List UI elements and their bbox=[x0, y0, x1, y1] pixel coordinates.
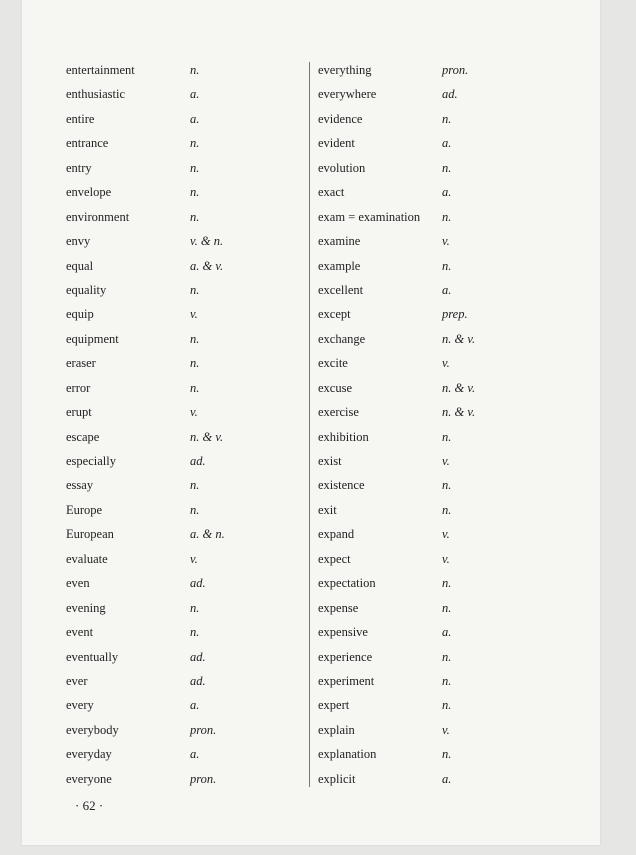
part-of-speech: n. bbox=[442, 429, 452, 444]
word-text: entrance bbox=[66, 136, 109, 151]
word-text: example bbox=[318, 258, 361, 273]
part-of-speech: a. bbox=[442, 771, 452, 786]
word-text: entire bbox=[66, 111, 95, 126]
word-text: exist bbox=[318, 454, 342, 468]
word-text: evolution bbox=[318, 160, 366, 175]
part-of-speech: n. bbox=[442, 258, 452, 273]
part-of-speech: n. bbox=[442, 576, 452, 591]
part-of-speech: n. bbox=[190, 160, 200, 175]
word-text: erupt bbox=[66, 405, 92, 420]
part-of-speech: pron. bbox=[442, 63, 469, 77]
word-text: exercise bbox=[318, 405, 359, 420]
word-text: expense bbox=[318, 600, 359, 615]
part-of-speech: n. & v. bbox=[442, 380, 476, 395]
part-of-speech: a. bbox=[190, 111, 200, 126]
word-text: every bbox=[66, 698, 94, 713]
part-of-speech: n. bbox=[442, 747, 452, 762]
word-text: except bbox=[318, 307, 351, 322]
part-of-speech: n. bbox=[190, 185, 200, 200]
word-text: expensive bbox=[318, 625, 368, 640]
part-of-speech: n. bbox=[442, 649, 452, 664]
word-text: excellent bbox=[318, 282, 364, 297]
word-text: evidence bbox=[318, 111, 363, 126]
part-of-speech: v. bbox=[442, 234, 450, 249]
word-text: exit bbox=[318, 502, 337, 517]
part-of-speech: a. bbox=[190, 747, 200, 762]
part-of-speech: v. bbox=[442, 527, 450, 542]
word-text: envelope bbox=[66, 185, 112, 200]
part-of-speech: a. bbox=[442, 625, 452, 640]
word-text: entry bbox=[66, 160, 92, 175]
word-text: evaluate bbox=[66, 551, 108, 566]
part-of-speech: n. bbox=[442, 111, 452, 126]
word-text: exam = examination bbox=[318, 209, 421, 224]
word-text: existence bbox=[318, 478, 365, 493]
part-of-speech: n. bbox=[442, 478, 452, 493]
part-of-speech: v. & n. bbox=[190, 234, 224, 249]
word-text: everybody bbox=[66, 722, 119, 737]
part-of-speech: ad. bbox=[190, 649, 206, 664]
word-text: essay bbox=[66, 478, 94, 493]
part-of-speech: v. bbox=[442, 356, 450, 371]
part-of-speech: a. bbox=[442, 282, 452, 297]
part-of-speech: a. bbox=[442, 136, 452, 151]
part-of-speech: n. bbox=[190, 625, 200, 640]
word-text: explain bbox=[318, 722, 355, 737]
word-text: excuse bbox=[318, 380, 353, 395]
word-text: ever bbox=[66, 673, 88, 688]
word-text: expect bbox=[318, 551, 351, 566]
word-text: explanation bbox=[318, 747, 377, 762]
word-text: especially bbox=[66, 454, 116, 468]
word-text: evening bbox=[66, 600, 106, 615]
word-text: everything bbox=[318, 63, 372, 77]
part-of-speech: v. bbox=[442, 722, 450, 737]
part-of-speech: v. bbox=[190, 551, 198, 566]
word-text: expand bbox=[318, 527, 355, 542]
part-of-speech: n. bbox=[190, 600, 200, 615]
word-text: envy bbox=[66, 234, 91, 249]
word-text: experience bbox=[318, 649, 373, 664]
part-of-speech: n. bbox=[190, 282, 200, 297]
word-text: equip bbox=[66, 307, 94, 322]
word-text: enthusiastic bbox=[66, 87, 126, 102]
word-text: expert bbox=[318, 698, 350, 713]
part-of-speech: a. bbox=[442, 185, 452, 200]
part-of-speech: a. & n. bbox=[190, 527, 225, 542]
part-of-speech: n. bbox=[442, 673, 452, 688]
word-text: expectation bbox=[318, 576, 376, 591]
part-of-speech: n. bbox=[190, 331, 200, 346]
part-of-speech: a. bbox=[190, 698, 200, 713]
word-text: even bbox=[66, 576, 90, 591]
word-text: equipment bbox=[66, 331, 119, 346]
part-of-speech: n. & v. bbox=[190, 429, 224, 444]
part-of-speech: ad. bbox=[442, 87, 458, 102]
part-of-speech: n. bbox=[442, 600, 452, 615]
word-text: everyone bbox=[66, 771, 112, 786]
word-text: examine bbox=[318, 234, 361, 249]
page-number: · 62 · bbox=[75, 798, 104, 813]
word-text: excite bbox=[318, 356, 348, 371]
word-text: equality bbox=[66, 282, 107, 297]
word-text: European bbox=[66, 527, 114, 542]
part-of-speech: n. bbox=[190, 502, 200, 517]
word-text: entertainment bbox=[66, 63, 135, 77]
vocabulary-page bbox=[22, 0, 600, 845]
part-of-speech: n. bbox=[190, 356, 200, 371]
part-of-speech: a. bbox=[190, 87, 200, 102]
part-of-speech: ad. bbox=[190, 454, 206, 468]
word-text: everywhere bbox=[318, 87, 377, 102]
part-of-speech: n. bbox=[442, 209, 452, 224]
part-of-speech: v. bbox=[190, 307, 198, 322]
word-text: environment bbox=[66, 209, 130, 224]
word-text: experiment bbox=[318, 673, 375, 688]
part-of-speech: n. bbox=[190, 136, 200, 151]
part-of-speech: n. bbox=[190, 380, 200, 395]
word-text: explicit bbox=[318, 771, 356, 786]
column-divider bbox=[309, 62, 310, 787]
part-of-speech: n. bbox=[442, 160, 452, 175]
part-of-speech: a. & v. bbox=[190, 258, 224, 273]
word-text: exhibition bbox=[318, 429, 369, 444]
part-of-speech: prep. bbox=[442, 307, 468, 322]
word-text: error bbox=[66, 380, 91, 395]
part-of-speech: pron. bbox=[190, 771, 217, 786]
part-of-speech: ad. bbox=[190, 576, 206, 591]
part-of-speech: v. bbox=[190, 405, 198, 420]
part-of-speech: v. bbox=[442, 551, 450, 566]
part-of-speech: n. bbox=[190, 478, 200, 493]
part-of-speech: n. bbox=[190, 63, 200, 77]
part-of-speech: n. bbox=[190, 209, 200, 224]
part-of-speech: v. bbox=[442, 454, 450, 468]
part-of-speech: pron. bbox=[190, 722, 217, 737]
part-of-speech: n. & v. bbox=[442, 405, 476, 420]
part-of-speech: n. bbox=[442, 502, 452, 517]
word-text: event bbox=[66, 625, 94, 640]
part-of-speech: n. & v. bbox=[442, 331, 476, 346]
word-text: Europe bbox=[66, 502, 103, 517]
word-text: equal bbox=[66, 258, 94, 273]
word-text: eventually bbox=[66, 649, 119, 664]
word-text: exchange bbox=[318, 331, 366, 346]
part-of-speech: ad. bbox=[190, 673, 206, 688]
word-text: everyday bbox=[66, 747, 112, 762]
word-text: eraser bbox=[66, 356, 96, 371]
word-text: exact bbox=[318, 185, 345, 200]
part-of-speech: n. bbox=[442, 698, 452, 713]
word-text: escape bbox=[66, 429, 100, 444]
word-text: evident bbox=[318, 136, 355, 151]
